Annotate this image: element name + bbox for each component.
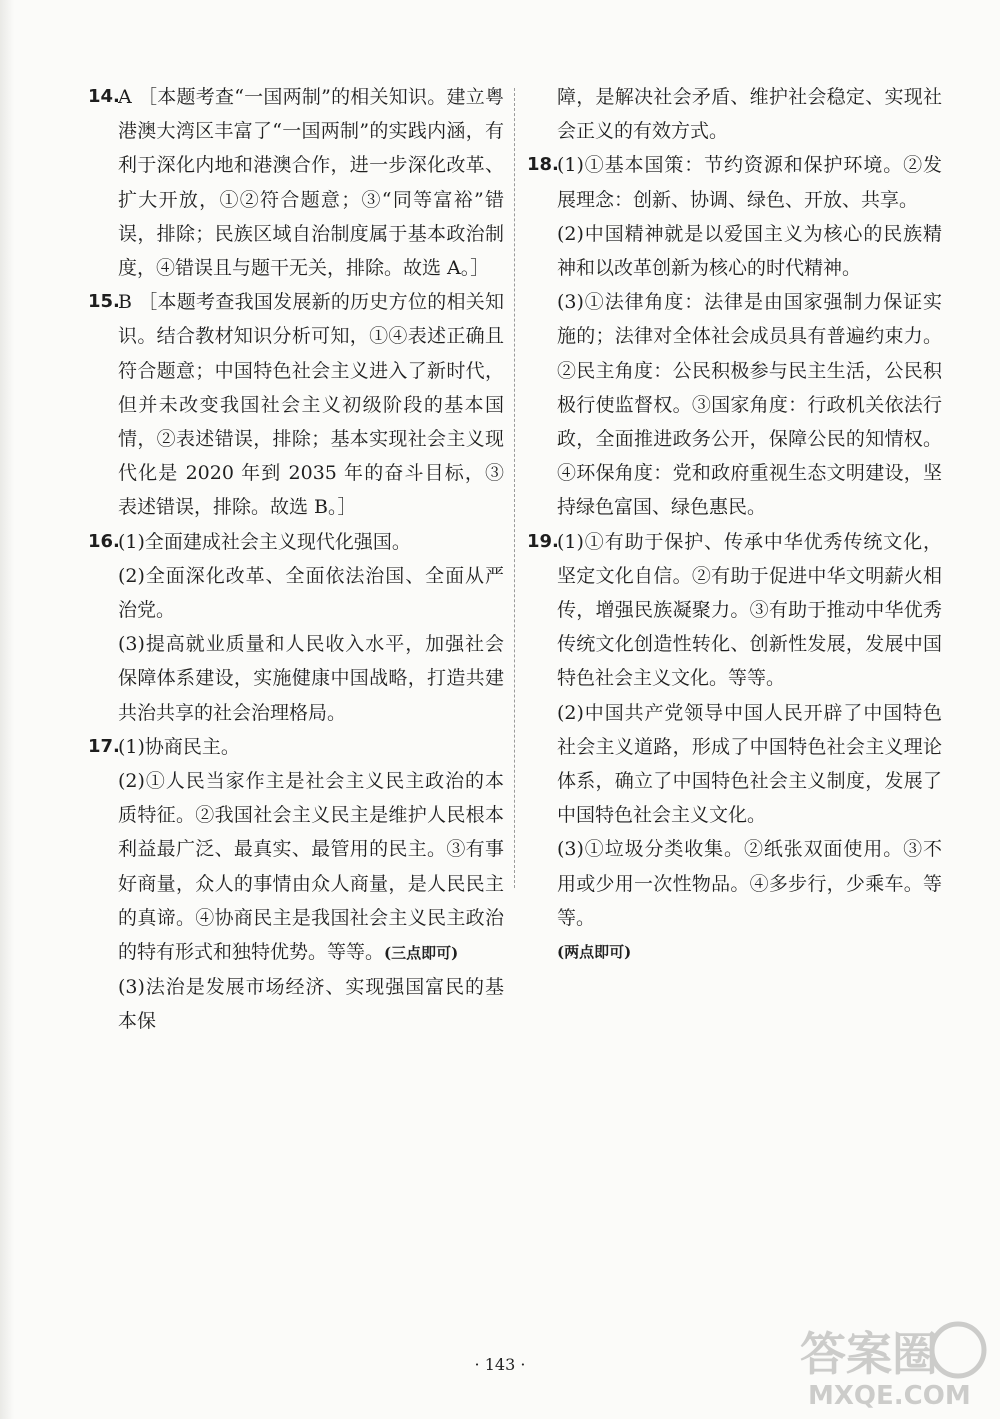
answer-text: A ［本题考查“一国两制”的相关知识。建立粤港澳大湾区丰富了“一国两制”的实践内涵，有利于深化内地和港澳合作，进一步深化改革、扩大开放，①②符合题意；③“同等富裕”错误，排除；民族区域自治制度属于基本政治制度，④错误且与题干无关，排除。故选 A。］ bbox=[118, 86, 504, 280]
answer-14 bbox=[88, 80, 504, 285]
answer-17-continued bbox=[527, 80, 942, 148]
answer-part bbox=[118, 764, 504, 970]
watermark-en: MXQE.COM bbox=[808, 1381, 971, 1411]
left-column bbox=[88, 80, 504, 1039]
answer-part: (1)①基本国策：节约资源和保护环境。②发展理念：创新、协调、绿色、开放、共享。 bbox=[557, 154, 942, 211]
watermark-logo bbox=[790, 1312, 990, 1412]
answer-19 bbox=[527, 525, 942, 970]
question-number: 19. bbox=[527, 530, 559, 552]
answer-part: (3)提高就业质量和人民收入水平，加强社会保障体系建设，实施健康中国战略，打造共建共治共享的社会治理格局。 bbox=[118, 633, 504, 724]
answer-part: (2)全面深化改革、全面依法治国、全面从严治党。 bbox=[118, 564, 504, 622]
answer-17 bbox=[88, 730, 504, 1039]
answer-part: (3)①垃圾分类收集。②纸张双面使用。③不用或少用一次性物品。④多步行，少乘车。等等。 bbox=[557, 838, 942, 929]
answer-text: 障，是解决社会矛盾、维护社会稳定、实现社会正义的有效方式。 bbox=[557, 86, 942, 143]
answer-part: (1)①有助于保护、传承中华优秀传统文化，坚定文化自信。②有助于促进中华文明薪火相传，增强民族凝聚力。③有助于推动中华优秀传统文化创造性转化、创新性发展，发展中国特色社会主义文化。等等。 bbox=[557, 530, 942, 690]
answer-part: (1)全面建成社会主义现代化强国。 bbox=[118, 530, 411, 553]
column-divider bbox=[514, 88, 515, 888]
answer-16 bbox=[88, 525, 504, 730]
answer-part-text: (2)①人民当家作主是社会主义民主政治的本质特征。②我国社会主义民主是维护人民根本利益最广泛、最真实、最管用的民主。③有事好商量，众人的事情由众人商量，是人民民主的真谛。④协商民主是我国社会主义民主政治的特有形式和独特优势。等等。 bbox=[118, 770, 504, 964]
scan-edge-shadow bbox=[0, 0, 14, 1419]
answer-part: (3)①法律角度：法律是由国家强制力保证实施的；法律对全体社会成员具有普遍约束力。②民主角度：公民积极参与民主生活，公民积极行使监督权。③国家角度：行政机关依法行政，全面推进政务公开，保障公民的知情权。④环保角度：党和政府重视生态文明建设，坚持绿色富国、绿色惠民。 bbox=[557, 291, 942, 519]
question-number: 18. bbox=[527, 154, 559, 176]
question-number: 15. bbox=[88, 291, 120, 313]
answer-part: (2)中国精神就是以爱国主义为核心的民族精神和以改革创新为核心的时代精神。 bbox=[557, 222, 942, 280]
answer-text: B ［本题考查我国发展新的历史方位的相关知识。结合教材知识分析可知，①④表述正确且符合题意；中国特色社会主义进入了新时代，但并未改变我国社会主义初级阶段的基本国情，②表述错误，排除；基本实现社会主义现代化是 2020 年到 2035 年的奋斗目标，③表述错误，排除。故选 B。］ bbox=[118, 291, 504, 519]
question-number: 14. bbox=[88, 86, 120, 107]
right-column bbox=[527, 80, 942, 969]
scoring-note: (三点即可) bbox=[384, 944, 459, 963]
answer-15 bbox=[88, 285, 504, 524]
answer-18 bbox=[527, 148, 942, 524]
answer-part: (1)协商民主。 bbox=[118, 735, 240, 758]
question-number: 16. bbox=[88, 530, 120, 552]
scoring-note: (两点即可) bbox=[557, 943, 632, 962]
answer-part: (2)中国共产党领导中国人民开辟了中国特色社会主义道路，形成了中国特色社会主义理论体系，确立了中国特色社会主义制度，发展了中国特色社会主义文化。 bbox=[557, 701, 942, 827]
question-number: 17. bbox=[88, 735, 120, 757]
watermark-cn: 答案圈 bbox=[800, 1327, 938, 1381]
page-number: · 143 · bbox=[474, 1355, 526, 1374]
answer-part: (3)法治是发展市场经济、实现强国富民的基本保 bbox=[118, 976, 504, 1033]
